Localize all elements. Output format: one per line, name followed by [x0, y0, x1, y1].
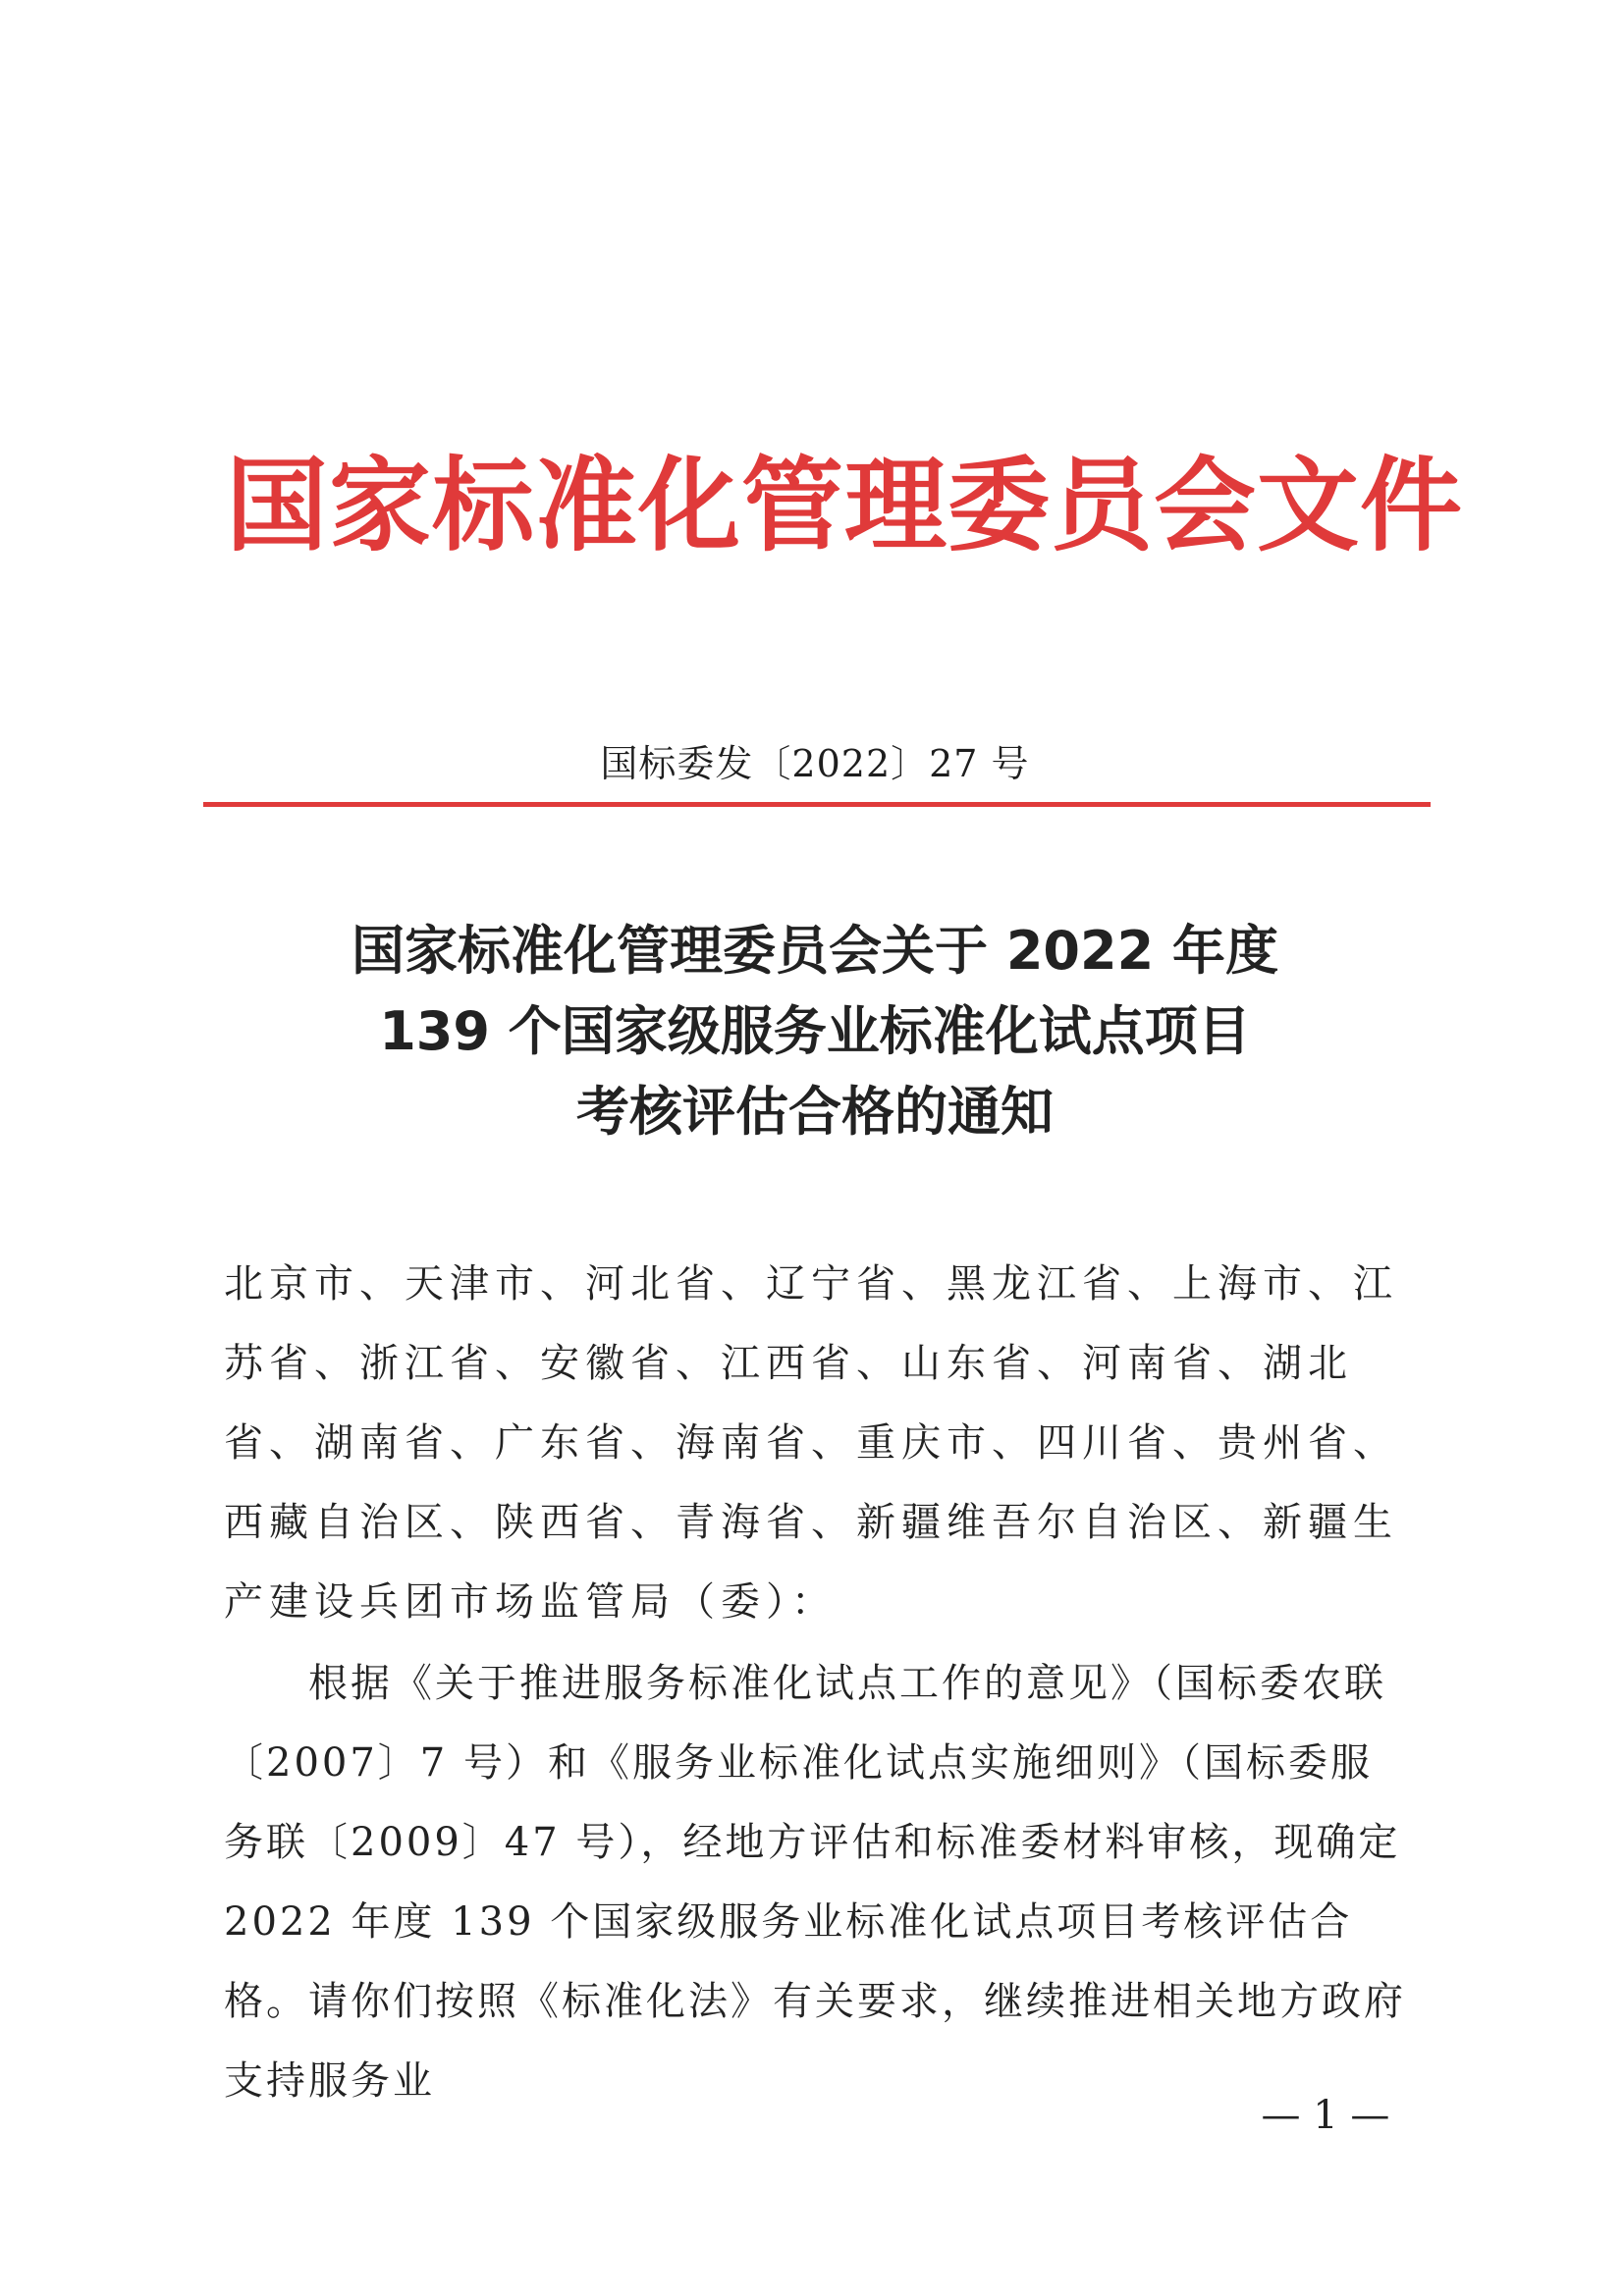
title-line: 国家标准化管理委员会关于 2022 年度 [352, 920, 1278, 982]
document-title [226, 911, 1404, 1152]
title-line: 139 个国家级服务业标准化试点项目 [379, 1000, 1251, 1062]
body-paragraph: 根据《关于推进服务标准化试点工作的意见》（国标委农联〔2007〕7 号）和《服务业标准化试点实施细则》（国标委服务联〔2009〕47 号），经地方评估和标准委材料审核，现确定 2022 年度 139 个国家级服务业标准化试点项目考核评估合格。请你们按照《标准化法》有关要求，继续推进相关地方政府支持服务业 [224, 1661, 1406, 2104]
addressee-list: 北京市、天津市、河北省、辽宁省、黑龙江省、上海市、江苏省、浙江省、安徽省、江西省、山东省、河南省、湖北省、湖南省、广东省、海南省、重庆市、四川省、贵州省、西藏自治区、陕西省、青海省、新疆维吾尔自治区、新疆生产建设兵团市场监管局（委）： [224, 1261, 1398, 1625]
title-line: 考核评估合格的通知 [576, 1081, 1054, 1143]
red-separator-line [203, 802, 1431, 807]
document-number: 国标委发〔2022〕27 号 [600, 742, 1030, 785]
page-number: — 1 — [1261, 2093, 1390, 2138]
issuing-authority-masthead: 国家标准化管理委员会文件 [226, 446, 1464, 565]
